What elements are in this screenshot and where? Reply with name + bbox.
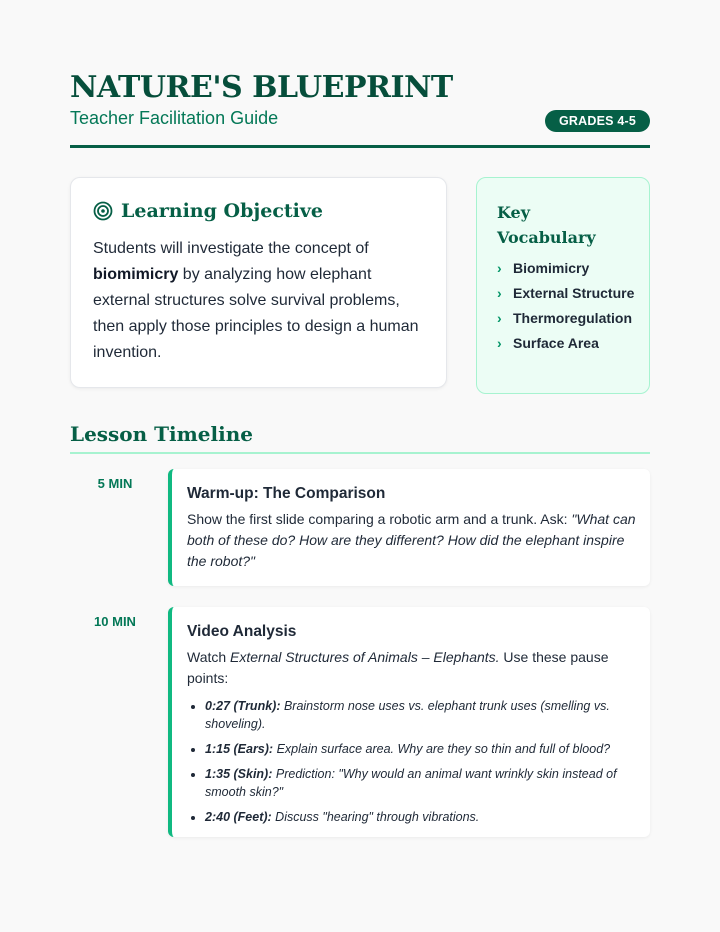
- chevron-right-icon: ›: [497, 335, 502, 351]
- step-text: Show the first slide comparing a robotic arm and a trunk. Ask: "What can both of these do? How are they different? How did the elephant inspire the robot?": [187, 511, 636, 569]
- learning-objective-card: [70, 177, 447, 388]
- timeline-step-warmup: [168, 469, 650, 586]
- objective-text: Students will investigate the concept of biomimicry by analyzing how elephant external structures solve survival problems, then apply those principles to design a human invention.: [93, 240, 419, 361]
- pause-point: • 2:40 (Feet): Discuss "hearing" through vibrations.: [205, 808, 636, 826]
- pause-point: • 1:35 (Skin): Prediction: "Why would an animal want wrinkly skin instead of smooth skin?": [205, 765, 636, 801]
- grade-badge: GRADES 4-5: [545, 110, 650, 132]
- biomimicry-term: biomimicry: [93, 266, 179, 283]
- page-title: NATURE'S BLUEPRINT: [70, 70, 453, 105]
- page-subtitle: Teacher Facilitation Guide: [70, 108, 279, 128]
- pause-points-list: [187, 697, 636, 826]
- pause-point: • 1:15 (Ears): Explain surface area. Why are they so thin and full of blood?: [205, 740, 636, 758]
- objective-heading: [93, 200, 424, 222]
- target-icon: [93, 201, 113, 221]
- vocab-item: › Surface Area: [497, 333, 639, 354]
- pause-point: • 0:27 (Trunk): Brainstorm nose uses vs. elephant trunk uses (smelling vs. shoveling).: [205, 697, 636, 733]
- timeline-step-video-analysis: [168, 607, 650, 837]
- vocabulary-title: Key Vocabulary: [497, 203, 596, 247]
- vocabulary-list: [497, 258, 639, 354]
- step-quote: "What can both of these do? How are they different? How did the elephant inspire the robot?": [187, 511, 636, 569]
- vocab-item: › External Structure: [497, 283, 639, 304]
- step-text: Watch External Structures of Animals – Elephants. Use these pause points:: [187, 649, 609, 686]
- timeline-title: Lesson Timeline: [70, 422, 253, 446]
- chevron-right-icon: ›: [497, 285, 502, 301]
- chevron-right-icon: ›: [497, 310, 502, 326]
- step-time-label: 5 MIN: [97, 476, 133, 491]
- objective-title: Learning Objective: [121, 200, 324, 222]
- step-title: Video Analysis: [187, 623, 297, 640]
- step-time-label: 10 MIN: [94, 614, 136, 629]
- video-title: External Structures of Animals – Elephants.: [230, 649, 500, 665]
- vocab-item: › Thermoregulation: [497, 308, 639, 329]
- step-title: Warm-up: The Comparison: [187, 485, 386, 502]
- vocab-item: › Biomimicry: [497, 258, 639, 279]
- key-vocabulary-card: [476, 177, 650, 394]
- timeline-divider: [70, 452, 650, 454]
- chevron-right-icon: ›: [497, 260, 502, 276]
- header-divider: [70, 145, 650, 148]
